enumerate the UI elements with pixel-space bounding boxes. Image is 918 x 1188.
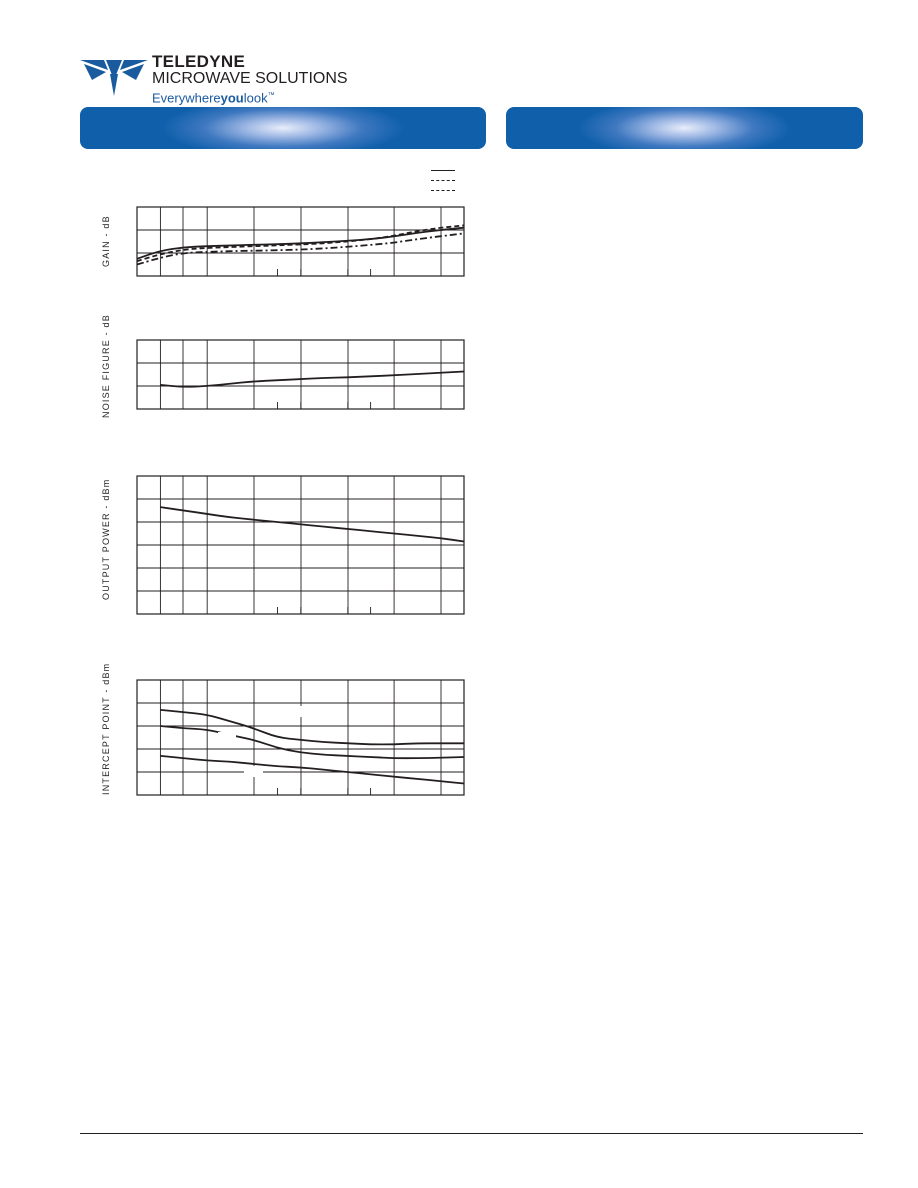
tagline-post: look [243,90,268,106]
tagline-mark: ™ [267,92,275,99]
tagline-bold: you [220,90,244,106]
series-line-solid [160,372,464,387]
intercept-point-ylabel: INTERCEPT POINT - dBm [101,662,111,795]
tagline-pre: Everywhere [152,90,221,106]
label-patch [296,706,346,717]
label-patch [244,766,263,777]
series-line-solid [160,507,464,541]
series-line-solid [160,756,464,784]
noise-figure-ylabel: NOISE FIGURE - dB [101,314,111,418]
gain-ylabel: GAIN - dB [101,215,111,267]
label-patch [218,732,236,743]
chart-frame [137,680,464,795]
brand-division: MICROWAVE SOLUTIONS [152,70,348,87]
output-power-ylabel: OUTPUT POWER - dBm [101,478,111,600]
series-line-solid [160,726,464,758]
footer-rule [80,1133,863,1134]
brand-name: TELEDYNE [152,52,246,71]
chart-frame [137,207,464,276]
